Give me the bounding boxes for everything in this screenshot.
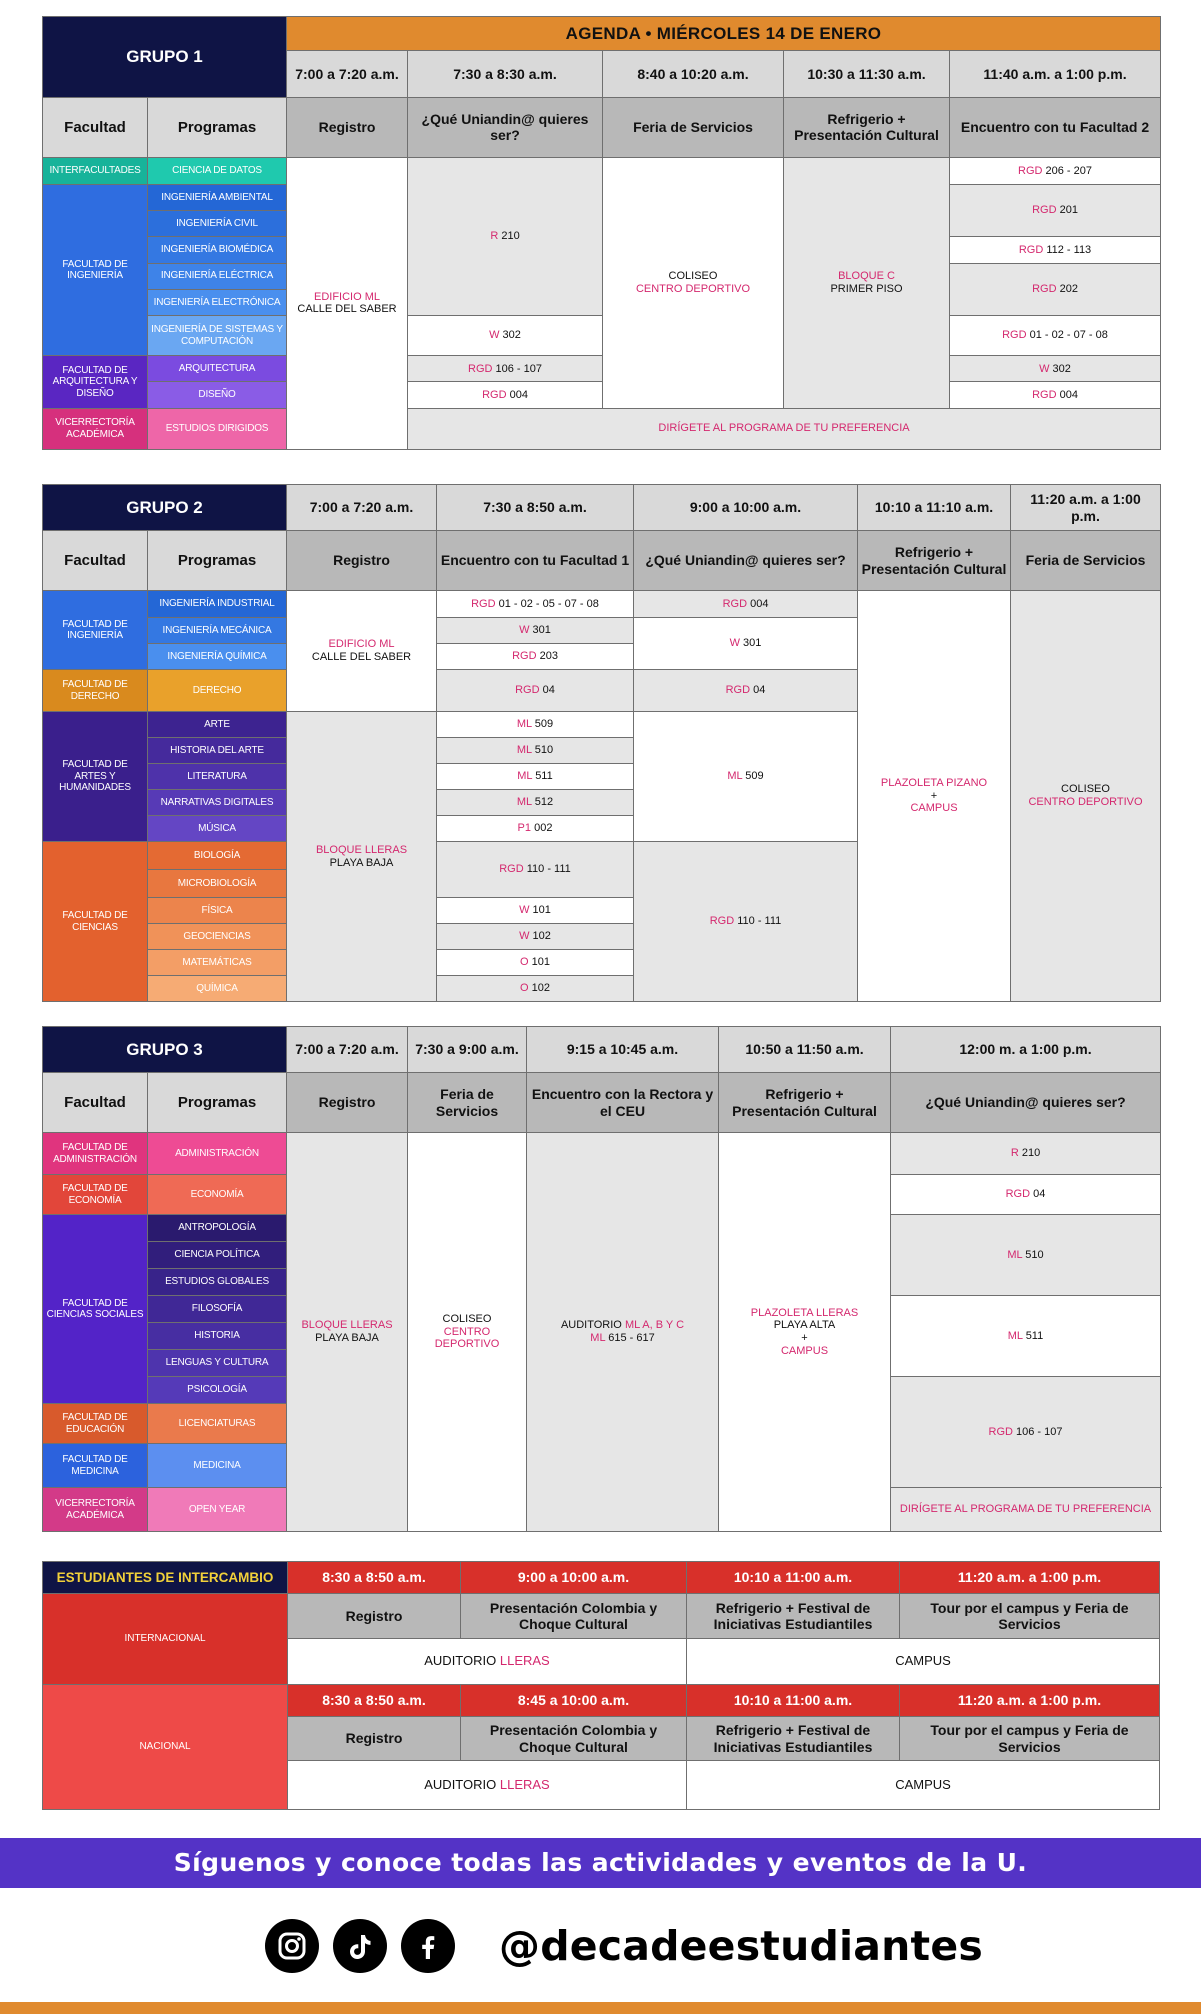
room-cell: W 301 (634, 618, 858, 670)
grupo-3-table (42, 1026, 1161, 1532)
time-slot: 8:30 a 8:50 a.m. (288, 1685, 461, 1717)
room-cell: RGD 201 (950, 185, 1161, 237)
facultad-header: Facultad (43, 531, 148, 591)
programa-cell: INGENIERÍA BIOMÉDICA (148, 237, 287, 263)
social-handle[interactable]: @decadeestudiantes (499, 1922, 983, 1970)
grupo-2-table (42, 484, 1161, 1002)
time-slot: 9:00 a 10:00 a.m. (461, 1562, 687, 1594)
facultad-cell: FACULTAD DE ADMINISTRACIÓN (43, 1133, 148, 1175)
room-cell: RGD 206 - 207 (950, 157, 1161, 184)
time-slot: 12:00 m. a 1:00 p.m. (891, 1027, 1161, 1073)
activity-header: Tour por el campus y Feria de Servicios (900, 1594, 1160, 1639)
nacional-label: NACIONAL (43, 1685, 288, 1810)
time-slot: 9:15 a 10:45 a.m. (527, 1027, 719, 1073)
room-cell: R 210 (408, 157, 603, 315)
facultad-cell: FACULTAD DE MEDICINA (43, 1444, 148, 1488)
programa-cell: CIENCIA DE DATOS (148, 157, 287, 184)
facultad-cell: FACULTAD DE CIENCIAS SOCIALES (43, 1215, 148, 1404)
internacional-label: INTERNACIONAL (43, 1594, 288, 1685)
facultad-cell: FACULTAD DE INGENIERÍA (43, 185, 148, 356)
activity-header: Feria de Servicios (1011, 531, 1161, 591)
room-cell: RGD 110 - 111 (634, 842, 858, 1002)
time-slot: 10:50 a 11:50 a.m. (719, 1027, 891, 1073)
programa-cell: INGENIERÍA QUÍMICA (148, 644, 287, 670)
activity-header: Presentación Colombia y Choque Cultural (461, 1717, 687, 1761)
room-cell: R 210 (891, 1133, 1161, 1175)
room-cell: RGD 004 (408, 382, 603, 408)
grupo-1-table (42, 16, 1161, 450)
programas-header: Programas (148, 531, 287, 591)
activity-header: Registro (288, 1594, 461, 1639)
registro-location: EDIFICIO ML CALLE DEL SABER (287, 591, 437, 712)
room-cell: W 302 (408, 316, 603, 356)
auditorio-location: AUDITORIO LLERAS (288, 1761, 687, 1810)
programa-cell: INGENIERÍA AMBIENTAL (148, 185, 287, 211)
room-cell: ML 509 (437, 712, 634, 738)
time-slot: 7:00 a 7:20 a.m. (287, 1027, 408, 1073)
programa-cell: BIOLOGÍA (148, 842, 287, 870)
facebook-icon[interactable] (401, 1919, 455, 1973)
room-cell: RGD 110 - 111 (437, 842, 634, 898)
time-slot: 7:30 a 9:00 a.m. (408, 1027, 527, 1073)
feria-location: COLISEO CENTRO DEPORTIVO (1011, 591, 1161, 1002)
room-cell: RGD 106 - 107 (408, 356, 603, 382)
activity-header: Feria de Servicios (408, 1073, 527, 1133)
activity-header: Refrigerio + Presentación Cultural (858, 531, 1011, 591)
group-title: GRUPO 1 (43, 17, 287, 98)
time-slot: 8:30 a 8:50 a.m. (288, 1562, 461, 1594)
programa-cell: CIENCIA POLÍTICA (148, 1242, 287, 1269)
programas-header: Programas (148, 1073, 287, 1133)
room-cell: RGD 004 (950, 382, 1161, 408)
programa-cell: LITERATURA (148, 764, 287, 790)
activity-header: Feria de Servicios (603, 97, 784, 157)
programa-cell: ADMINISTRACIÓN (148, 1133, 287, 1175)
time-slot: 10:10 a 11:00 a.m. (687, 1685, 900, 1717)
time-slot: 7:00 a 7:20 a.m. (287, 51, 408, 97)
activity-header: Refrigerio + Presentación Cultural (784, 97, 950, 157)
programa-cell: ARTE (148, 712, 287, 738)
room-cell: ML 509 (634, 712, 858, 842)
activity-header: Refrigerio + Presentación Cultural (719, 1073, 891, 1133)
activity-header: Encuentro con la Rectora y el CEU (527, 1073, 719, 1133)
room-cell: RGD 04 (437, 670, 634, 712)
programa-cell: ECONOMÍA (148, 1175, 287, 1215)
time-slot: 10:30 a 11:30 a.m. (784, 51, 950, 97)
programa-cell: NARRATIVAS DIGITALES (148, 790, 287, 816)
programa-cell: DISEÑO (148, 382, 287, 408)
facultad-cell: FACULTAD DE ARTES Y HUMANIDADES (43, 712, 148, 842)
programa-cell: HISTORIA (148, 1323, 287, 1350)
room-cell: ML 511 (891, 1296, 1161, 1377)
time-slot: 7:00 a 7:20 a.m. (287, 485, 437, 531)
activity-header: Registro (288, 1717, 461, 1761)
facultad-cell: FACULTAD DE ECONOMÍA (43, 1175, 148, 1215)
facultad-cell: FACULTAD DE CIENCIAS (43, 842, 148, 1002)
tiktok-icon[interactable] (333, 1919, 387, 1973)
programa-cell: INGENIERÍA DE SISTEMAS Y COMPUTACIÓN (148, 316, 287, 356)
activity-header: Tour por el campus y Feria de Servicios (900, 1717, 1160, 1761)
programa-cell: ESTUDIOS DIRIGIDOS (148, 408, 287, 449)
programa-cell: FÍSICA (148, 898, 287, 924)
time-slot: 10:10 a 11:00 a.m. (687, 1562, 900, 1594)
agenda-title: AGENDA • MIÉRCOLES 14 DE ENERO (287, 17, 1161, 51)
social-links (265, 1916, 983, 1976)
follow-banner: Síguenos y conoce todas las actividades y eventos de la U. (0, 1838, 1201, 1888)
programa-cell: INGENIERÍA INDUSTRIAL (148, 591, 287, 618)
programa-cell: INGENIERÍA MECÁNICA (148, 618, 287, 644)
activity-header: Presentación Colombia y Choque Cultural (461, 1594, 687, 1639)
time-slot: 11:20 a.m. a 1:00 p.m. (900, 1685, 1160, 1717)
refrigerio-location: PLAZOLETA LLERAS PLAYA ALTA + CAMPUS (719, 1133, 891, 1532)
room-cell: ML 512 (437, 790, 634, 816)
activity-header: Encuentro con tu Facultad 1 (437, 531, 634, 591)
facultad-cell: FACULTAD DE ARQUITECTURA Y DISEÑO (43, 356, 148, 408)
auditorio-location: AUDITORIO LLERAS (288, 1639, 687, 1685)
programa-cell: HISTORIA DEL ARTE (148, 738, 287, 764)
registro-location: BLOQUE LLERAS PLAYA BAJA (287, 1133, 408, 1532)
time-slot: 11:20 a.m. a 1:00 p.m. (900, 1562, 1160, 1594)
programas-header: Programas (148, 97, 287, 157)
facultad-cell: FACULTAD DE EDUCACIÓN (43, 1404, 148, 1444)
programa-cell: DERECHO (148, 670, 287, 712)
dirigete-note: DIRÍGETE AL PROGRAMA DE TU PREFERENCIA (891, 1488, 1161, 1532)
group-title: GRUPO 2 (43, 485, 287, 531)
campus-location: CAMPUS (687, 1761, 1160, 1810)
group-title: GRUPO 3 (43, 1027, 287, 1073)
encuentro-location: AUDITORIO ML A, B Y C ML 615 - 617 (527, 1133, 719, 1532)
facultad-cell: VICERRECTORÍA ACADÉMICA (43, 1488, 148, 1532)
room-cell: RGD 004 (634, 591, 858, 618)
feria-location: COLISEO CENTRO DEPORTIVO (408, 1133, 527, 1532)
activity-header: Refrigerio + Festival de Iniciativas Estudiantiles (687, 1717, 900, 1761)
room-cell: RGD 202 (950, 263, 1161, 315)
bottom-accent-bar (0, 2002, 1201, 2014)
programa-cell: INGENIERÍA ELECTRÓNICA (148, 289, 287, 315)
programa-cell: GEOCIENCIAS (148, 924, 287, 950)
room-cell: RGD 01 - 02 - 05 - 07 - 08 (437, 591, 634, 618)
room-cell: RGD 203 (437, 644, 634, 670)
intercambio-table (42, 1561, 1160, 1810)
room-cell: O 102 (437, 976, 634, 1002)
programa-cell: LENGUAS Y CULTURA (148, 1350, 287, 1377)
room-cell: W 302 (950, 356, 1161, 382)
room-cell: ML 510 (437, 738, 634, 764)
programa-cell: LICENCIATURAS (148, 1404, 287, 1444)
facultad-cell: FACULTAD DE INGENIERÍA (43, 591, 148, 670)
time-slot: 11:40 a.m. a 1:00 p.m. (950, 51, 1161, 97)
activity-header: ¿Qué Uniandin@ quieres ser? (891, 1073, 1161, 1133)
dirigete-note: DIRÍGETE AL PROGRAMA DE TU PREFERENCIA (408, 408, 1161, 449)
room-cell: P1 002 (437, 816, 634, 842)
time-slot: 7:30 a 8:30 a.m. (408, 51, 603, 97)
refrigerio-location: BLOQUE C PRIMER PISO (784, 157, 950, 408)
activity-header: Registro (287, 97, 408, 157)
room-cell: RGD 04 (891, 1175, 1161, 1215)
room-cell: O 101 (437, 950, 634, 976)
room-cell: W 301 (437, 618, 634, 644)
activity-header: Registro (287, 531, 437, 591)
programa-cell: OPEN YEAR (148, 1488, 287, 1532)
facultad-header: Facultad (43, 97, 148, 157)
room-cell: RGD 112 - 113 (950, 237, 1161, 263)
activity-header: Encuentro con tu Facultad 2 (950, 97, 1161, 157)
programa-cell: MEDICINA (148, 1444, 287, 1488)
activity-header: ¿Qué Uniandin@ quieres ser? (634, 531, 858, 591)
programa-cell: QUÍMICA (148, 976, 287, 1002)
programa-cell: MÚSICA (148, 816, 287, 842)
registro-location: BLOQUE LLERAS PLAYA BAJA (287, 712, 437, 1002)
time-slot: 10:10 a 11:10 a.m. (858, 485, 1011, 531)
programa-cell: MATEMÁTICAS (148, 950, 287, 976)
facultad-header: Facultad (43, 1073, 148, 1133)
room-cell: W 101 (437, 898, 634, 924)
room-cell: RGD 106 - 107 (891, 1377, 1161, 1488)
activity-header: Refrigerio + Festival de Iniciativas Estudiantiles (687, 1594, 900, 1639)
refrigerio-location: PLAZOLETA PIZANO + CAMPUS (858, 591, 1011, 1002)
facultad-cell: FACULTAD DE DERECHO (43, 670, 148, 712)
time-slot: 8:40 a 10:20 a.m. (603, 51, 784, 97)
room-cell: W 102 (437, 924, 634, 950)
activity-header: ¿Qué Uniandin@ quieres ser? (408, 97, 603, 157)
room-cell: ML 510 (891, 1215, 1161, 1296)
time-slot: 7:30 a 8:50 a.m. (437, 485, 634, 531)
time-slot: 11:20 a.m. a 1:00 p.m. (1011, 485, 1161, 531)
time-slot: 8:45 a 10:00 a.m. (461, 1685, 687, 1717)
programa-cell: MICROBIOLOGÍA (148, 870, 287, 898)
room-cell: ML 511 (437, 764, 634, 790)
programa-cell: ARQUITECTURA (148, 356, 287, 382)
programa-cell: ESTUDIOS GLOBALES (148, 1269, 287, 1296)
registro-location: EDIFICIO ML CALLE DEL SABER (287, 157, 408, 449)
programa-cell: ANTROPOLOGÍA (148, 1215, 287, 1242)
campus-location: CAMPUS (687, 1639, 1160, 1685)
room-cell: RGD 01 - 02 - 07 - 08 (950, 316, 1161, 356)
intercambio-title: ESTUDIANTES DE INTERCAMBIO (43, 1562, 288, 1594)
time-slot: 9:00 a 10:00 a.m. (634, 485, 858, 531)
programa-cell: PSICOLOGÍA (148, 1377, 287, 1404)
facultad-cell: INTERFACULTADES (43, 157, 148, 184)
activity-header: Registro (287, 1073, 408, 1133)
programa-cell: FILOSOFÍA (148, 1296, 287, 1323)
room-cell: RGD 04 (634, 670, 858, 712)
facultad-cell: VICERRECTORÍA ACADÉMICA (43, 408, 148, 449)
programa-cell: INGENIERÍA CIVIL (148, 211, 287, 237)
instagram-icon[interactable] (265, 1919, 319, 1973)
feria-location: COLISEO CENTRO DEPORTIVO (603, 157, 784, 408)
programa-cell: INGENIERÍA ELÉCTRICA (148, 263, 287, 289)
